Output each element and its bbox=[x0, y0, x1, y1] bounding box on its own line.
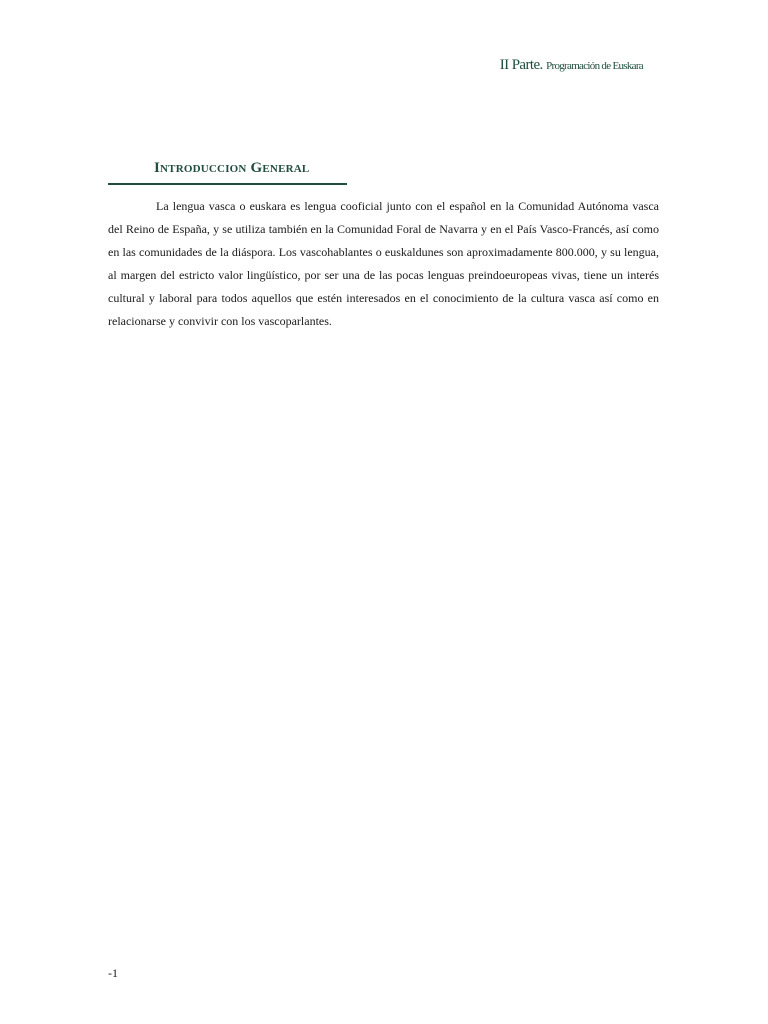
page-number: -1 bbox=[108, 966, 118, 980]
header-subtitle: Programación de Euskara bbox=[546, 60, 643, 72]
section-heading bbox=[108, 160, 347, 185]
running-header bbox=[500, 56, 643, 74]
header-part: II Parte. bbox=[499, 57, 543, 73]
body-paragraph: La lengua vasca o euskara es lengua cooficial junto con el español en la Comunidad Autónoma vasca del Reino de España, y se utiliza también en la Comunidad Foral de Navarra y en el País Vasco-Francés, así como en las comunidades de la diáspora. Los vascohablantes o euskaldunes son aproximadamente 800.000, y su lengua, al margen del estricto valor lingüístico, por ser una de las pocas lenguas preindoeuropeas vivas, tiene un interés cultural y laboral para todos aquellos que estén interesados en el conocimiento de la cultura vasca así como en relacionarse y convivir con los vascoparlantes. bbox=[108, 199, 659, 328]
section-title: Introduccion General bbox=[154, 160, 310, 176]
